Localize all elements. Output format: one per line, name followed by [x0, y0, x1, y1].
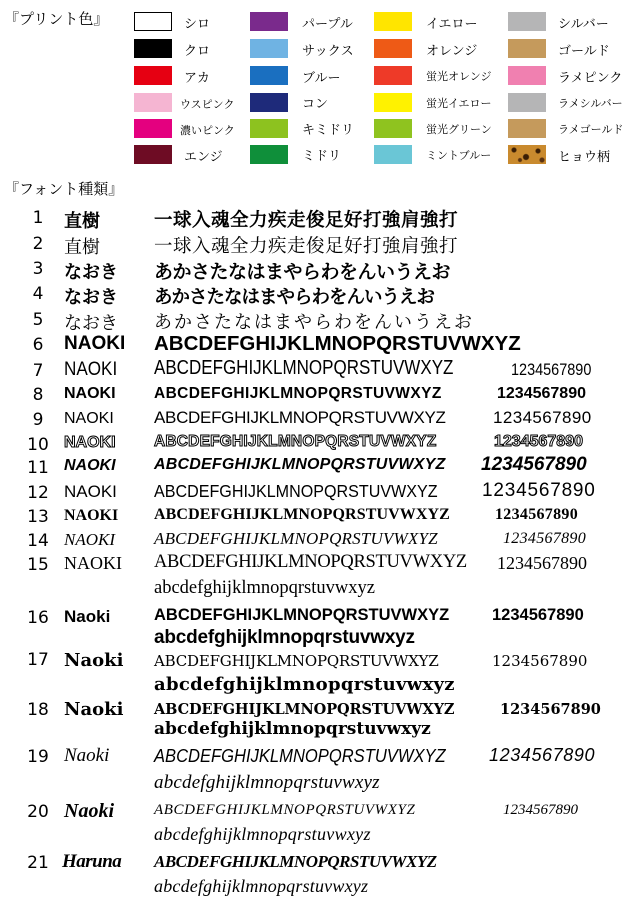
font-number: 7	[32, 361, 44, 381]
color-label: 蛍光グリーン	[426, 123, 492, 136]
color-label: ヒョウ柄	[558, 150, 611, 165]
color-swatch-purple	[250, 12, 288, 31]
font-number: 9	[32, 410, 44, 430]
font-digits: 1234567890	[489, 745, 596, 765]
font-digits: 1234567890	[481, 454, 587, 475]
color-swatch-fluorescent-green	[374, 119, 412, 138]
color-label: コン	[302, 97, 329, 112]
color-swatch-white	[134, 12, 172, 31]
font-digits: 1234567890	[492, 652, 588, 670]
color-label: 濃いピンク	[180, 124, 235, 137]
font-number: 2	[32, 234, 44, 254]
color-label: ブルー	[302, 71, 341, 86]
font-number: 4	[32, 284, 44, 304]
color-label: キミドリ	[302, 123, 355, 138]
color-label: ウスピンク	[180, 98, 235, 111]
color-label: ラメシルバー	[558, 97, 623, 110]
color-label: シロ	[184, 17, 211, 32]
font-name: NAOKI	[64, 359, 118, 380]
font-sample: ABCDEFGHIJKLMNOPQRSTUVWXYZ	[154, 456, 446, 473]
color-swatch-maroon	[134, 145, 172, 164]
color-label: 蛍光イエロー	[426, 97, 492, 110]
font-number: 17	[27, 650, 49, 670]
font-name: NAOKI	[64, 507, 119, 524]
font-sample: 一球入魂全力疾走俊足好打強肩強打	[154, 210, 459, 231]
font-sample-lowercase: abcdefghijklmnopqrstuvwxyz	[154, 674, 455, 695]
font-digits: 1234567890	[493, 408, 592, 427]
font-name: NAOKI	[64, 553, 122, 573]
color-label: ミドリ	[302, 149, 342, 164]
color-swatch-deep-pink	[134, 119, 172, 138]
color-swatch-blue	[250, 66, 288, 85]
font-sample: ABCDEFGHIJKLMNOPQRSTUVWXYZ	[154, 606, 450, 624]
font-sample: あかさたなはまやらわをんいうえお	[154, 312, 474, 333]
color-label: イエロー	[426, 17, 478, 32]
font-name: Naoki	[64, 745, 110, 766]
color-swatch-green	[250, 145, 288, 164]
color-label: アカ	[184, 71, 210, 86]
font-sample: ABCDEFGHIJKLMNOPQRSTUVWXYZ	[154, 529, 438, 548]
color-swatch-glitter-gold	[508, 119, 546, 138]
font-sample: ABCDEFGHIJKLMNOPQRSTUVWXYZ	[154, 357, 454, 379]
font-number: 19	[27, 747, 49, 767]
color-label: サックス	[302, 44, 354, 59]
color-label: 蛍光オレンジ	[426, 70, 492, 83]
fonts-title: 『フォント種類』	[4, 180, 124, 198]
font-digits: 1234567890	[492, 606, 584, 624]
color-label: シルバー	[558, 17, 609, 32]
font-number: 12	[27, 483, 49, 503]
font-sample: ABCDEFGHIJKLMNOPQRSTUVWXYZ	[154, 332, 521, 355]
font-number: 20	[27, 802, 49, 822]
color-label: オレンジ	[426, 44, 478, 59]
color-label: ミントブルー	[426, 149, 492, 162]
font-sample: ABCDEFGHIJKLMNOPQRSTUVWXYZ	[154, 506, 450, 523]
font-name: Naoki	[64, 800, 114, 822]
font-sample: ABCDEFGHIJKLMNOPQRSTUVWXYZ	[154, 552, 467, 572]
font-sample-lowercase: abcdefghijklmnopqrstuvwxyz	[154, 719, 431, 739]
font-sample: あかさたなはまやらわをんいうえお	[154, 261, 451, 283]
font-number: 18	[27, 700, 49, 720]
color-swatch-sax	[250, 39, 288, 58]
color-swatch-silver	[508, 12, 546, 31]
font-name: Haruna	[62, 851, 122, 872]
font-sample: ABCDEFGHIJKLMNOPQRSTUVWXYZ	[154, 652, 439, 670]
font-number: 8	[32, 385, 44, 405]
color-swatch-orange	[374, 39, 412, 58]
font-number: 16	[27, 608, 49, 628]
color-swatch-fluorescent-yellow	[374, 93, 412, 112]
font-digits: 1234567890	[495, 506, 578, 523]
font-name: NAOKI	[64, 385, 116, 402]
color-swatch-mint-blue	[374, 145, 412, 164]
font-number: 10	[27, 435, 49, 455]
color-swatch-navy	[250, 93, 288, 112]
color-label: クロ	[184, 44, 211, 59]
font-sample: ABCDEFGHIJKLMNOPQRSTUVWXYZ	[154, 433, 437, 450]
font-sample-lowercase: abcdefghijklmnopqrstuvwxyz	[154, 824, 371, 844]
font-name: NAOKI	[64, 457, 116, 474]
font-sample-lowercase: abcdefghijklmnopqrstuvwxyz	[154, 578, 375, 598]
font-sample-lowercase: abcdefghijklmnopqrstuvwxyz	[154, 627, 415, 648]
font-number: 3	[32, 259, 44, 279]
font-number: 5	[32, 310, 44, 330]
color-swatch-yellow	[374, 12, 412, 31]
font-number: 13	[27, 507, 49, 527]
font-sample: あかさたなはまやらわをんいうえお	[154, 287, 435, 308]
font-digits: 1234567890	[500, 701, 601, 718]
font-sample: ABCDEFGHIJKLMNOPQRSTUVWXYZ	[154, 385, 442, 402]
color-swatch-glitter-pink	[508, 66, 546, 85]
font-name: Naoki	[64, 650, 124, 671]
font-name: なおき	[64, 262, 118, 283]
font-number: 6	[32, 335, 44, 355]
font-name: NAOKI	[64, 482, 117, 501]
font-number: 14	[27, 531, 49, 551]
font-name: Naoki	[64, 607, 111, 626]
font-digits: 1234567890	[497, 385, 586, 402]
font-number: 1	[32, 208, 44, 228]
font-name: 直樹	[64, 237, 100, 258]
font-sample-lowercase: abcdefghijklmnopqrstuvwxyz	[154, 876, 369, 896]
font-number: 11	[27, 458, 49, 478]
color-swatch-yellow-green	[250, 119, 288, 138]
color-label: ラメピンク	[558, 71, 623, 86]
font-name: NAOKI	[64, 530, 115, 549]
font-sample: ABCDEFGHIJKLMNOPQRSTUVWXYZ	[154, 701, 455, 718]
font-sample-lowercase: abcdefghijklmnopqrstuvwxyz	[154, 772, 380, 793]
font-name: 直樹	[64, 211, 100, 232]
font-digits: 1234567890	[511, 360, 592, 379]
font-number: 15	[27, 555, 49, 575]
print-colors-title: 『プリント色』	[4, 10, 109, 28]
color-label: パープル	[302, 17, 353, 32]
font-name: Naoki	[64, 699, 124, 720]
color-swatch-red	[134, 66, 172, 85]
font-name: なおき	[64, 287, 118, 308]
color-swatch-fluorescent-orange	[374, 66, 412, 85]
font-sample: ABCDEFGHIJKLMNOPQRSTUVWXYZ	[154, 481, 438, 501]
font-digits: 1234567890	[482, 480, 596, 501]
color-label: エンジ	[184, 150, 223, 165]
font-number: 21	[27, 853, 49, 873]
font-sample: ABCDEFGHIJKLMNOPQRSTUVWXYZ	[154, 746, 446, 766]
color-swatch-black	[134, 39, 172, 58]
font-name: NAOKI	[64, 410, 114, 427]
color-swatch-glitter-silver	[508, 93, 546, 112]
font-sample: ABCDEFGHIJKLMNOPQRSTUVWXYZ	[154, 852, 437, 871]
font-name: NAOKI	[64, 434, 116, 451]
font-sample: 一球入魂全力疾走俊足好打強肩強打	[154, 236, 459, 257]
font-sample: ABCDEFGHIJKLMNOPQRSTUVWXYZ	[154, 408, 446, 427]
color-swatch-light-pink	[134, 93, 172, 112]
color-label: ラメゴールド	[558, 123, 624, 136]
font-digits: 1234567890	[494, 433, 583, 450]
font-sample: ABCDEFGHIJKLMNOPQRSTUVWXYZ	[154, 802, 416, 818]
color-swatch-gold	[508, 39, 546, 58]
font-digits: 1234567890	[503, 802, 578, 818]
font-digits: 1234567890	[503, 530, 586, 547]
font-name: なおき	[64, 313, 118, 334]
font-digits: 1234567890	[497, 553, 587, 573]
font-name: NAOKI	[64, 333, 126, 354]
color-swatch-leopard	[508, 145, 546, 164]
color-label: ゴールド	[558, 44, 610, 59]
